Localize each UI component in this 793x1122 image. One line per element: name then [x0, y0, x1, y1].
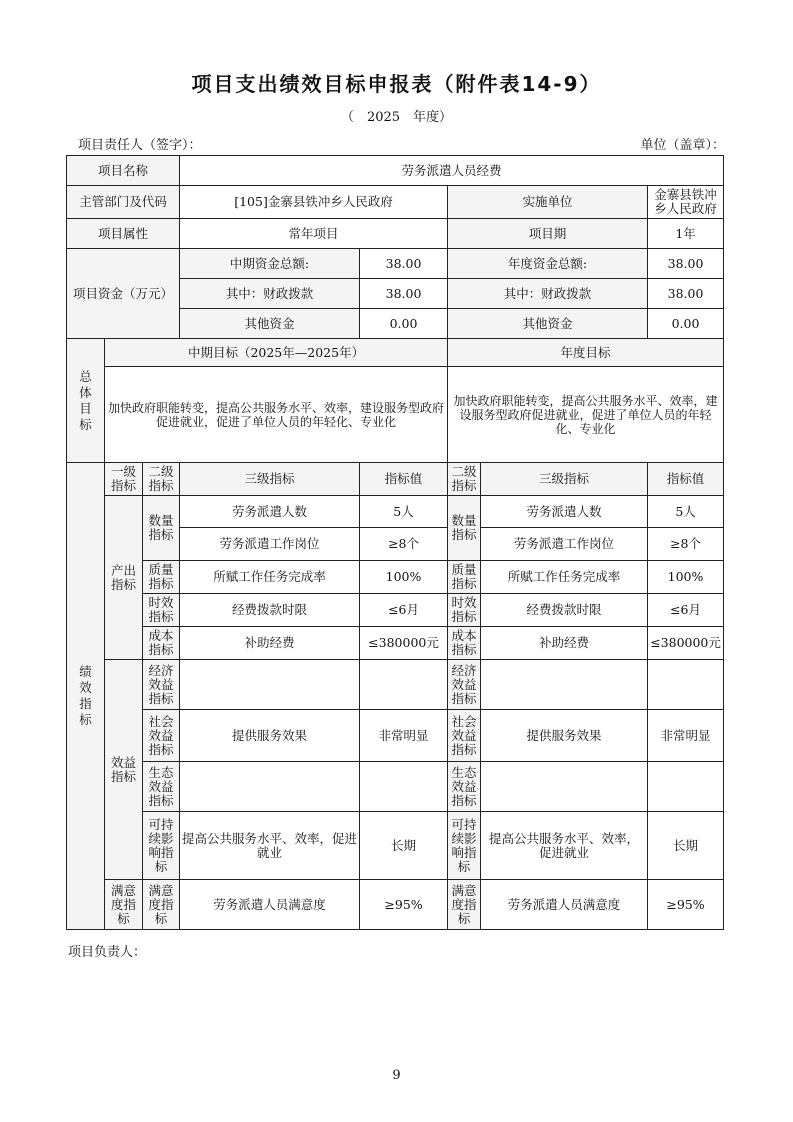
table-row: ≤6月 [648, 594, 724, 627]
table-row: 经费拨款时限 [180, 594, 360, 627]
table-row: 提供服务效果 [481, 710, 648, 762]
annual-quality-indicator-label: 质量指标 [448, 561, 481, 594]
table-row: 100% [648, 561, 724, 594]
overall-goal-label: 总体目标 [67, 339, 105, 463]
implementing-unit-label: 实施单位 [448, 186, 648, 219]
social-benefit-label: 社会效益指标 [143, 710, 180, 762]
year-other-funds-label: 其他资金 [448, 309, 648, 339]
table-row: 提高公共服务水平、效率，促进就业 [180, 812, 360, 880]
project-period-label: 项目期 [448, 219, 648, 249]
year-total-funds-value: 38.00 [648, 249, 724, 279]
table-row: 长期 [360, 812, 448, 880]
annual-economic-benefit-label: 经济效益指标 [448, 660, 481, 710]
table-row: 劳务派遣人员满意度 [481, 880, 648, 930]
table-row [648, 660, 724, 710]
table-row: 提高公共服务水平、效率，促进就业 [481, 812, 648, 880]
table-row: ≥95% [360, 880, 448, 930]
table-row: 劳务派遣人员满意度 [180, 880, 360, 930]
level2-header: 二级指标 [143, 463, 180, 496]
table-row [360, 660, 448, 710]
annual-cost-indicator-label: 成本指标 [448, 627, 481, 660]
benefit-indicator-label: 效益指标 [105, 660, 143, 880]
economic-benefit-label: 经济效益指标 [143, 660, 180, 710]
table-row: 劳务派遣工作岗位 [481, 528, 648, 561]
mid-total-funds-value: 38.00 [360, 249, 448, 279]
year-fiscal-funds-value: 38.00 [648, 279, 724, 309]
department-value: [105]金寨县铁冲乡人民政府 [180, 186, 448, 219]
satisfaction-level1-label: 满意度指标 [105, 880, 143, 930]
table-row [180, 660, 360, 710]
table-row [481, 660, 648, 710]
table-row: ≥8个 [648, 528, 724, 561]
project-attribute-value: 常年项目 [180, 219, 448, 249]
project-funds-label: 项目资金（万元） [67, 249, 180, 339]
ecological-benefit-label: 生态效益指标 [143, 762, 180, 812]
table-row: 所赋工作任务完成率 [180, 561, 360, 594]
table-row: 100% [360, 561, 448, 594]
annual-level3-header: 三级指标 [481, 463, 648, 496]
table-row: ≤380000元 [360, 627, 448, 660]
table-row: 5人 [648, 496, 724, 528]
sustainable-impact-label: 可持续影响指标 [143, 812, 180, 880]
table-row: 补助经费 [180, 627, 360, 660]
table-row [180, 762, 360, 812]
annual-satisfaction-level2-label: 满意度指标 [448, 880, 481, 930]
project-responsible-signature-label: 项目责任人（签字）： [78, 138, 202, 153]
department-label: 主管部门及代码 [67, 186, 180, 219]
level3-header: 三级指标 [180, 463, 360, 496]
table-row: ≥95% [648, 880, 724, 930]
annual-level2-header: 二级指标 [448, 463, 481, 496]
table-row: 提供服务效果 [180, 710, 360, 762]
cost-indicator-label: 成本指标 [143, 627, 180, 660]
mid-total-funds-label: 中期资金总额: [180, 249, 360, 279]
table-row: ≤380000元 [648, 627, 724, 660]
table-row: 劳务派遣人数 [180, 496, 360, 528]
annual-sustainable-impact-label: 可持续影响指标 [448, 812, 481, 880]
timeliness-indicator-label: 时效指标 [143, 594, 180, 627]
table-row [360, 762, 448, 812]
project-attribute-label: 项目属性 [67, 219, 180, 249]
page-title: 项目支出绩效目标申报表（附件表14-9） [191, 72, 602, 96]
table-row: 劳务派遣人数 [481, 496, 648, 528]
annual-goal-text: 加快政府职能转变，提高公共服务水平、效率，建设服务型政府促进就业，促进了单位人员的年轻化、专业化 [448, 367, 724, 463]
year-other-funds-value: 0.00 [648, 309, 724, 339]
unit-seal-label: 单位（盖章）： [640, 138, 725, 153]
page-number: 9 [392, 1068, 401, 1083]
table-row: 经费拨款时限 [481, 594, 648, 627]
mid-fiscal-funds-value: 38.00 [360, 279, 448, 309]
table-row: 劳务派遣工作岗位 [180, 528, 360, 561]
project-period-value: 1年 [648, 219, 724, 249]
implementing-unit-value: 金寨县铁冲乡人民政府 [648, 186, 724, 219]
annual-ecological-benefit-label: 生态效益指标 [448, 762, 481, 812]
performance-target-table [66, 155, 724, 930]
mid-other-funds-value: 0.00 [360, 309, 448, 339]
annual-timeliness-indicator-label: 时效指标 [448, 594, 481, 627]
annual-quantity-indicator-label: 数量指标 [448, 496, 481, 561]
table-row: 非常明显 [360, 710, 448, 762]
table-row: 5人 [360, 496, 448, 528]
mid-fiscal-funds-label: 其中：财政拨款 [180, 279, 360, 309]
quality-indicator-label: 质量指标 [143, 561, 180, 594]
year-total-funds-label: 年度资金总额: [448, 249, 648, 279]
project-lead-label: 项目负责人： [68, 945, 147, 960]
performance-indicator-label: 绩效指标 [67, 463, 105, 930]
year-line: （ 2025 年度） [340, 110, 453, 125]
table-row [481, 762, 648, 812]
table-row: ≤6月 [360, 594, 448, 627]
table-row: 补助经费 [481, 627, 648, 660]
annual-value-header: 指标值 [648, 463, 724, 496]
project-name-label: 项目名称 [67, 156, 180, 186]
output-indicator-label: 产出指标 [105, 496, 143, 660]
quantity-indicator-label: 数量指标 [143, 496, 180, 561]
satisfaction-level2-label: 满意度指标 [143, 880, 180, 930]
annual-goal-header: 年度目标 [448, 339, 724, 367]
table-row: 所赋工作任务完成率 [481, 561, 648, 594]
table-row: ≥8个 [360, 528, 448, 561]
level1-header: 一级指标 [105, 463, 143, 496]
mid-term-goal-header: 中期目标（2025年—2025年） [105, 339, 448, 367]
table-row: 非常明显 [648, 710, 724, 762]
mid-term-goal-text: 加快政府职能转变，提高公共服务水平、效率，建设服务型政府促进就业，促进了单位人员的年轻化、专业化 [105, 367, 448, 463]
mid-other-funds-label: 其他资金 [180, 309, 360, 339]
value-header: 指标值 [360, 463, 448, 496]
year-fiscal-funds-label: 其中：财政拨款 [448, 279, 648, 309]
annual-social-benefit-label: 社会效益指标 [448, 710, 481, 762]
project-name-value: 劳务派遣人员经费 [180, 156, 724, 186]
table-row: 长期 [648, 812, 724, 880]
table-row [648, 762, 724, 812]
